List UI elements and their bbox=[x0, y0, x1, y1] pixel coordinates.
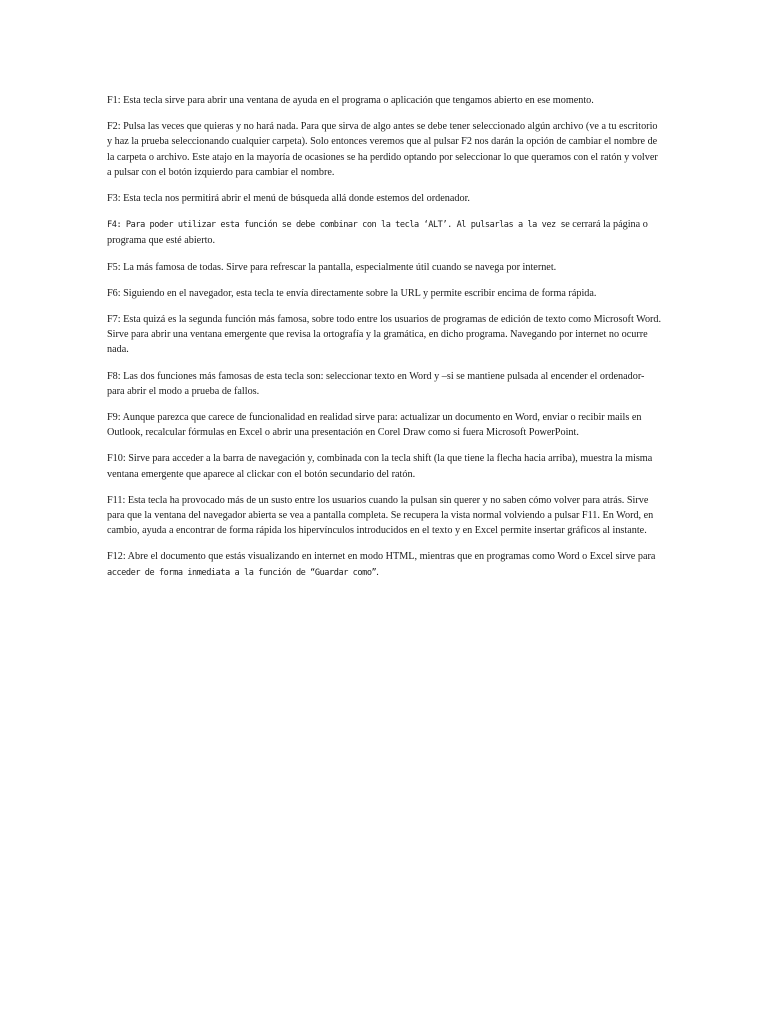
paragraph-f5 bbox=[107, 260, 663, 275]
paragraph-f11 bbox=[107, 493, 663, 539]
document-body bbox=[107, 93, 663, 592]
paragraph-f12 bbox=[107, 549, 663, 580]
paragraph-text: F5: La más famosa de todas. Sirve para refrescar la pantalla, especialmente útil cuando se navega por internet. bbox=[107, 261, 557, 273]
paragraph-text: F8: Las dos funciones más famosas de esta tecla son: seleccionar texto en Word y –si se mantiene pulsada al encender el ordenador- para abrir el modo a prueba de fallos. bbox=[107, 370, 645, 397]
paragraph-f6 bbox=[107, 286, 663, 301]
paragraph-text: F1: Esta tecla sirve para abrir una ventana de ayuda en el programa o aplicación que tengamos abierto en ese momento. bbox=[107, 95, 594, 106]
paragraph-text: F7: Esta quizá es la segunda función más famosa, sobre todo entre los usuarios de programas de edición de texto como Microsoft Word. Sirve para abrir una ventana emergente que revisa la ortografía y la gramática, en dicho programa. Navegando por internet no ocurre nada. bbox=[107, 314, 662, 356]
paragraph-f10 bbox=[107, 451, 663, 481]
paragraph-text: F11: Esta tecla ha provocado más de un susto entre los usuarios cuando la pulsan sin querer y no saben cómo volver para atrás. Sirve para que la ventana del navegador abierta se vea a pantalla completa. Se recupera la vista normal volviendo a pulsar F11. En Word, en cambio, ayuda a encontrar de forma rápida los hipervínculos introducidos en el texto y en Excel permite insertar gráficos al instante. bbox=[107, 494, 654, 537]
paragraph-text: F9: Aunque parezca que carece de funcionalidad en realidad sirve para: actualizar un documento en Word, enviar o recibir mails en Outlook, recalcular fórmulas en Excel o abrir una presentación en Corel Draw como si fuera Microsoft PowerPoint. bbox=[107, 412, 642, 439]
paragraph-f2 bbox=[107, 119, 663, 180]
paragraph-f7 bbox=[107, 312, 663, 358]
paragraph-f3 bbox=[107, 191, 663, 206]
paragraph-alt-font-text: F4: Para poder utilizar esta función se debe combinar con la tecla ‘ALT’. Al pulsarlas a la vez s bbox=[107, 220, 566, 231]
paragraph-text: e cerrará la página o programa que esté abierto. bbox=[107, 219, 648, 247]
paragraph-text: F3: Esta tecla nos permitirá abrir el menú de búsqueda allá donde estemos del ordenador. bbox=[107, 193, 470, 205]
paragraph-f4 bbox=[107, 217, 663, 248]
paragraph-f9 bbox=[107, 410, 663, 440]
paragraph-text: F10: Sirve para acceder a la barra de navegación y, combinada con la tecla shift (la que tiene la flecha hacia arriba), muestra la misma ventana emergente que aparece al clickar con el botón secundario del ratón. bbox=[107, 453, 653, 480]
paragraph-f8 bbox=[107, 369, 663, 399]
paragraph-text: F2: Pulsa las veces que quieras y no hará nada. Para que sirva de algo antes se debe tener seleccionado algún archivo (ve a tu escritorio y haz la prueba seleccionando cualquier carpeta). Solo entonces veremos que al pulsar F2 nos darán la opción de cambiar el nombre de la carpeta o archivo. Este atajo en la mayoría de ocasiones se ha perdido optando por seleccionar lo que queramos con el ratón y volver a pulsar con el botón izquierdo para cambiar el nombre. bbox=[107, 121, 658, 178]
paragraph-text: F6: Siguiendo en el navegador, esta tecla te envía directamente sobre la URL y permite escribir encima de forma rápida. bbox=[107, 287, 597, 299]
paragraph-f1 bbox=[107, 93, 663, 108]
paragraph-text: F12: Abre el documento que estás visualizando en internet en modo HTML, mientras que en programas como Word o Excel sirve para bbox=[107, 551, 656, 563]
paragraph-tail: . bbox=[376, 566, 379, 578]
paragraph-alt-font-text: acceder de forma inmediata a la función de “Guardar como” bbox=[107, 567, 377, 578]
